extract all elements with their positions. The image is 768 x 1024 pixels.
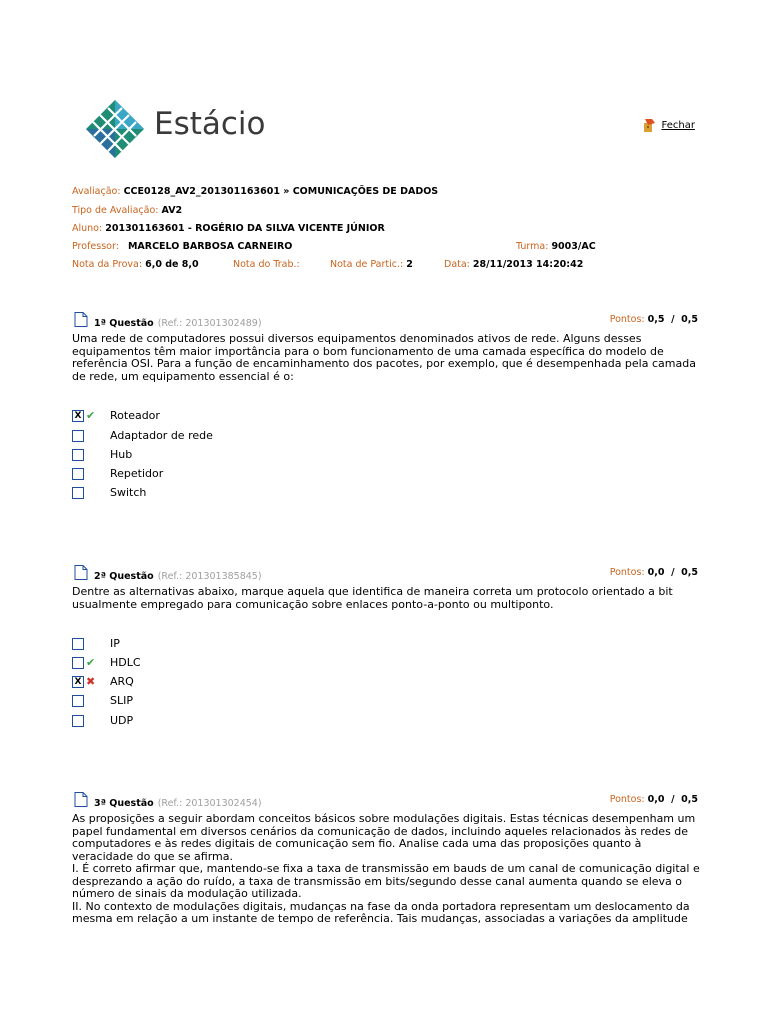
- data-value: 28/11/2013 14:20:42: [472, 259, 584, 270]
- wrong-cross-icon: ✖: [86, 675, 96, 688]
- question-2-ref: (Ref.: 201301385845): [157, 571, 262, 582]
- close-icon: [642, 117, 656, 133]
- option-label: ARQ: [110, 675, 134, 688]
- points-value: 0,0 / 0,5: [647, 567, 698, 578]
- document-icon: [74, 565, 88, 580]
- turma-value: 9003/AC: [551, 241, 596, 252]
- aluno-value: 201301163601 - ROGÉRIO DA SILVA VICENTE JÚNIOR: [105, 223, 385, 234]
- professor-label: Professor:: [72, 241, 119, 252]
- points-label: Pontos:: [609, 314, 645, 325]
- correct-check-icon: ✔: [86, 656, 96, 669]
- option-label: Hub: [110, 448, 133, 461]
- option-label: UDP: [110, 714, 134, 727]
- option-label: Adaptador de rede: [110, 429, 213, 442]
- option-checkbox[interactable]: X: [72, 410, 84, 422]
- brand-name: Estácio: [154, 106, 266, 142]
- estacio-logo: [84, 96, 314, 160]
- option-checkbox[interactable]: [72, 695, 84, 707]
- document-icon: [74, 792, 88, 807]
- nota-trab-group: [233, 259, 300, 270]
- info-avaliacao: [72, 186, 438, 200]
- aluno-label: Aluno:: [72, 223, 103, 234]
- question-1-title: [94, 318, 262, 329]
- option-checkbox[interactable]: [72, 715, 84, 727]
- question-3-points: [610, 794, 698, 805]
- option-label: Repetidor: [110, 467, 164, 480]
- nota-partic-label: Nota de Partic.:: [330, 259, 404, 270]
- question-3-proposition-2: II. No contexto de modulações digitais, mudanças na fase da onda portadora representam um deslocamento da mesma em relação a um instante de tempo de referência. Tais mudanças, associadas a variações da amplitude: [72, 899, 690, 925]
- option-label: SLIP: [110, 694, 133, 707]
- option-label: Roteador: [110, 409, 160, 422]
- data-group: [444, 259, 583, 270]
- nota-prova-value: 6,0 de 8,0: [145, 259, 199, 270]
- question-1-text: Uma rede de computadores possui diversos equipamentos denominados ativos de rede. Alguns desses equipamentos têm maior importância para o bom funcionamento de uma camada específica do modelo de referência OSI. Para a função de encaminhamento dos pacotes, por exemplo, que é desempenhada pela camada de rede, um equipamento essencial é o:: [72, 332, 696, 383]
- question-2-text: Dentre as alternativas abaixo, marque aquela que identifica de maneira correta um protocolo orientado a bit usualmente empregado para comunicação sobre enlaces ponto-a-ponto ou multiponto.: [72, 585, 673, 611]
- tipo-label: Tipo de Avaliação:: [72, 205, 159, 216]
- question-3-proposition-1: I. É correto afirmar que, mantendo-se fixa a taxa de transmissão em bauds de um canal de comunicação digital e desprezando a ação do ruído, a taxa de transmissão em bits/segundo desse canal aumenta quando se eleva o número de sinais da modulação utilizada.: [72, 862, 700, 900]
- question-3-text: [72, 813, 702, 926]
- avaliacao-label: Avaliação:: [72, 186, 121, 197]
- question-3-number: 3ª Questão: [94, 798, 154, 809]
- question-3-intro: As proposições a seguir abordam conceitos básicos sobre modulações digitais. Estas técnicas desempenham um papel fundamental em diversos cenários da comunicação de dados, incluindo aqueles relacionados às redes de computadores e às redes digitais de comunicação sem fio. Analise cada uma das proposições quanto à veracidade do que se afirma.: [72, 812, 696, 863]
- data-label: Data:: [444, 259, 470, 270]
- professor-value: MARCELO BARBOSA CARNEIRO: [127, 241, 293, 252]
- points-value: 0,0 / 0,5: [647, 794, 698, 805]
- option-label: HDLC: [110, 656, 141, 669]
- info-notas: [72, 259, 632, 273]
- question-2-points: [610, 567, 698, 578]
- option-checkbox[interactable]: [72, 430, 84, 442]
- nota-partic-value: 2: [406, 259, 413, 270]
- tipo-value: AV2: [161, 205, 183, 216]
- option-label: IP: [110, 637, 120, 650]
- turma-label: Turma:: [516, 241, 549, 252]
- turma-group: [516, 241, 596, 252]
- question-2-header: [72, 565, 702, 583]
- info-professor: [72, 241, 612, 255]
- question-1-ref: (Ref.: 201301302489): [157, 318, 262, 329]
- estacio-logo-icon: [84, 98, 146, 160]
- question-1-header: [72, 312, 702, 330]
- points-label: Pontos:: [609, 794, 645, 805]
- question-3-ref: (Ref.: 201301302454): [157, 798, 262, 809]
- nota-partic-group: [330, 259, 413, 270]
- question-3-title: [94, 798, 262, 809]
- question-1-points: [610, 314, 698, 325]
- nota-trab-label: Nota do Trab.:: [233, 259, 300, 270]
- avaliacao-value: CCE0128_AV2_201301163601 » COMUNICAÇÕES DE DADOS: [123, 186, 439, 197]
- option-checkbox[interactable]: [72, 657, 84, 669]
- option-checkbox[interactable]: [72, 468, 84, 480]
- option-label: Switch: [110, 486, 147, 499]
- question-3-header: [72, 792, 702, 810]
- option-checkbox[interactable]: X: [72, 676, 84, 688]
- document-icon: [74, 312, 88, 327]
- nota-prova-label: Nota da Prova:: [72, 259, 143, 270]
- option-checkbox[interactable]: [72, 449, 84, 461]
- close-link[interactable]: Fechar: [661, 120, 695, 131]
- info-tipo: [72, 205, 182, 219]
- correct-check-icon: ✔: [86, 409, 96, 422]
- close-control[interactable]: [642, 117, 695, 133]
- info-aluno: [72, 223, 385, 237]
- question-1-number: 1ª Questão: [94, 318, 154, 329]
- question-2-title: [94, 571, 262, 582]
- option-checkbox[interactable]: [72, 487, 84, 499]
- question-2-number: 2ª Questão: [94, 571, 154, 582]
- points-value: 0,5 / 0,5: [647, 314, 698, 325]
- points-label: Pontos:: [609, 567, 645, 578]
- option-checkbox[interactable]: [72, 638, 84, 650]
